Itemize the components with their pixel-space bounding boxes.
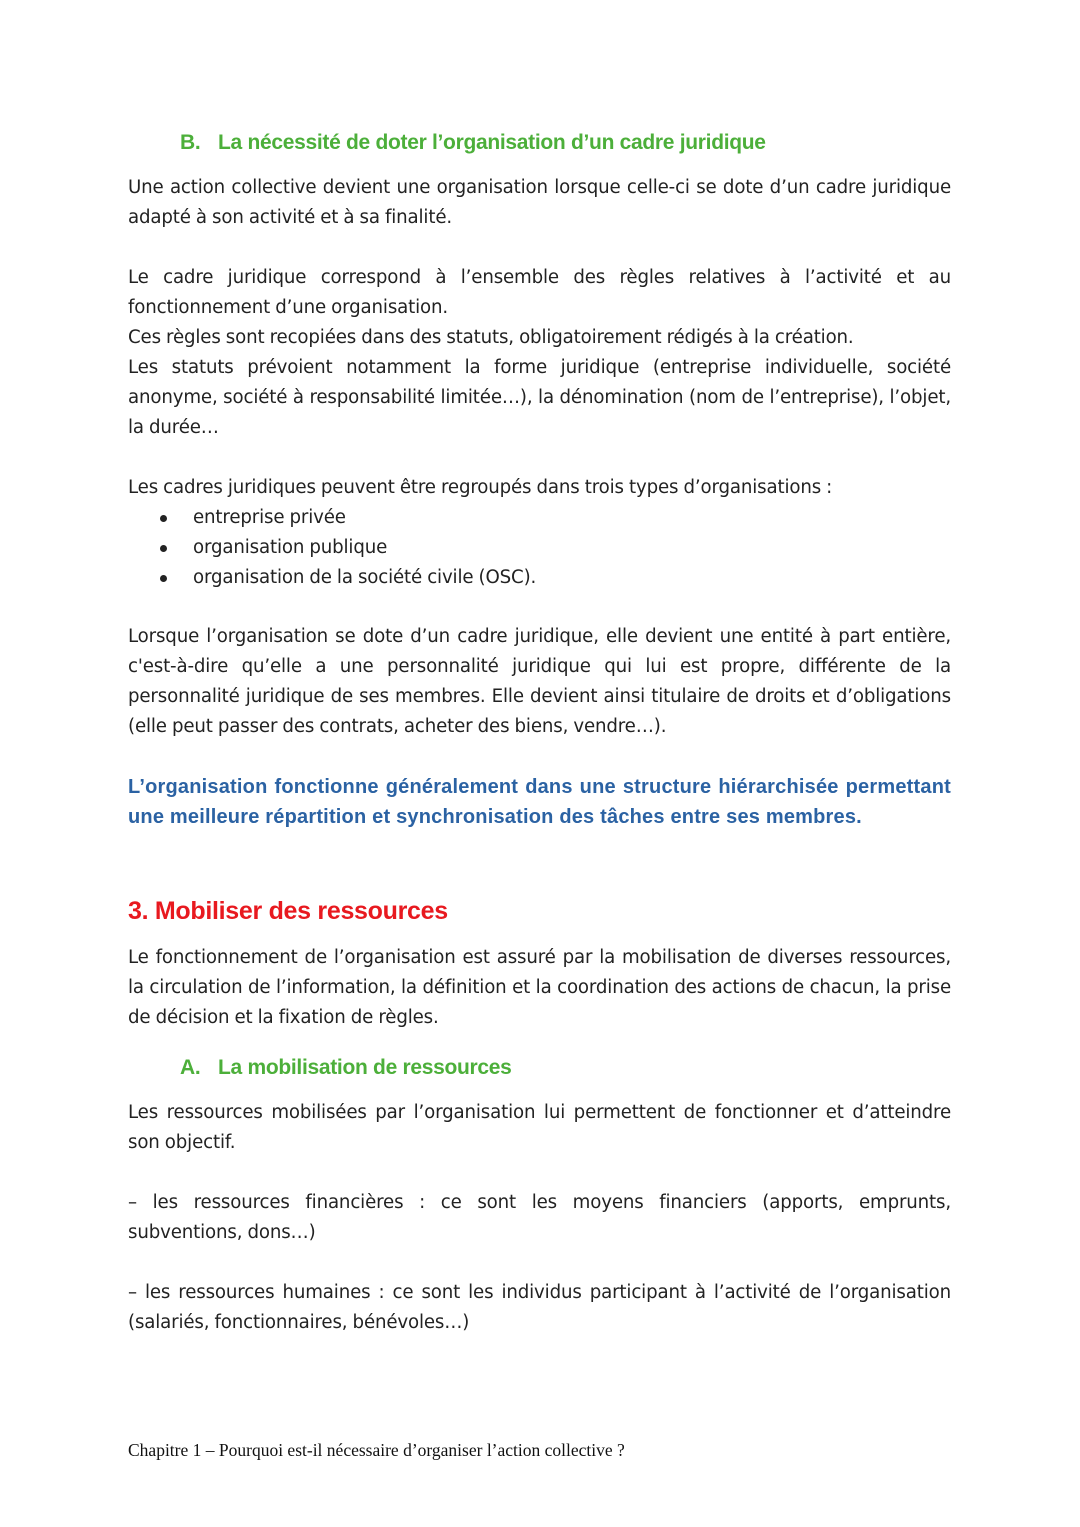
- paragraph-cadre-definition: Le cadre juridique correspond à l’ensemble des règles relatives à l’activité et au fonctionnement d’une organisation.: [128, 267, 951, 318]
- bullet-icon: [160, 545, 167, 552]
- list-item: entreprise privée: [128, 503, 536, 533]
- paragraph-statuts-redaction: Ces règles sont recopiées dans des statuts, obligatoirement rédigés à la création.: [128, 327, 854, 348]
- paragraph-personnalite-juridique: Lorsque l’organisation se dote d’un cadre juridique, elle devient une entité à part entière, c'est-à-dire qu’elle a une personnalité juridique qui lui est propre, différente de la personnalité juridique de ses membres. Elle devient ainsi titulaire de droits et d’obligations (elle peut passer des contrats, acheter des biens, vendre…).: [128, 626, 951, 737]
- subheading-3a-letter: A.: [180, 1056, 201, 1079]
- paragraph-ressources-intro: Les ressources mobilisées par l’organisation lui permettent de fonctionner et d’atteindre son objectif.: [128, 1102, 951, 1153]
- bullet-icon: [160, 575, 167, 582]
- organisation-types-list: [128, 503, 536, 593]
- subheading-2b-title: La nécessité de doter l’organisation d’un cadre juridique: [218, 131, 766, 154]
- paragraph-ressources-humaines: – les ressources humaines : ce sont les individus participant à l’activité de l’organisation (salariés, fonctionnaires, bénévoles…): [128, 1282, 951, 1333]
- paragraph-intro-cadre: Une action collective devient une organisation lorsque celle-ci se dote d’un cadre juridique adapté à son activité et à sa finalité.: [128, 177, 951, 228]
- list-item: organisation publique: [128, 533, 536, 563]
- highlight-structure-hierarchisee: L’organisation fonctionne généralement dans une structure hiérarchisée permettant une meilleure répartition et synchronisation des tâches entre ses membres.: [128, 776, 951, 828]
- subheading-2b-letter: B.: [180, 131, 201, 154]
- paragraph-ressources-financieres: – les ressources financières : ce sont les moyens financiers (apports, emprunts, subventions, dons…): [128, 1192, 951, 1243]
- page-footer: Chapitre 1 – Pourquoi est-il nécessaire d’organiser l’action collective ?: [128, 1440, 625, 1460]
- subheading-3a: [180, 1056, 512, 1080]
- paragraph-statuts-contenu: Les statuts prévoient notamment la forme juridique (entreprise individuelle, société anonyme, société à responsabilité limitée…), la dénomination (nom de l’entreprise), l’objet, la durée…: [128, 357, 951, 438]
- bullet-icon: [160, 515, 167, 522]
- paragraph-fonctionnement: Le fonctionnement de l’organisation est assuré par la mobilisation de diverses ressources, la circulation de l’information, la définition et la coordination des actions de chacun, la prise de décision et la fixation de règles.: [128, 947, 951, 1028]
- section-heading-3: 3. Mobiliser des ressources: [128, 897, 448, 925]
- list-item: organisation de la société civile (OSC).: [128, 563, 536, 593]
- subheading-2b: [180, 131, 766, 155]
- paragraph-types-intro: Les cadres juridiques peuvent être regroupés dans trois types d’organisations :: [128, 477, 833, 498]
- subheading-3a-title: La mobilisation de ressources: [218, 1056, 512, 1079]
